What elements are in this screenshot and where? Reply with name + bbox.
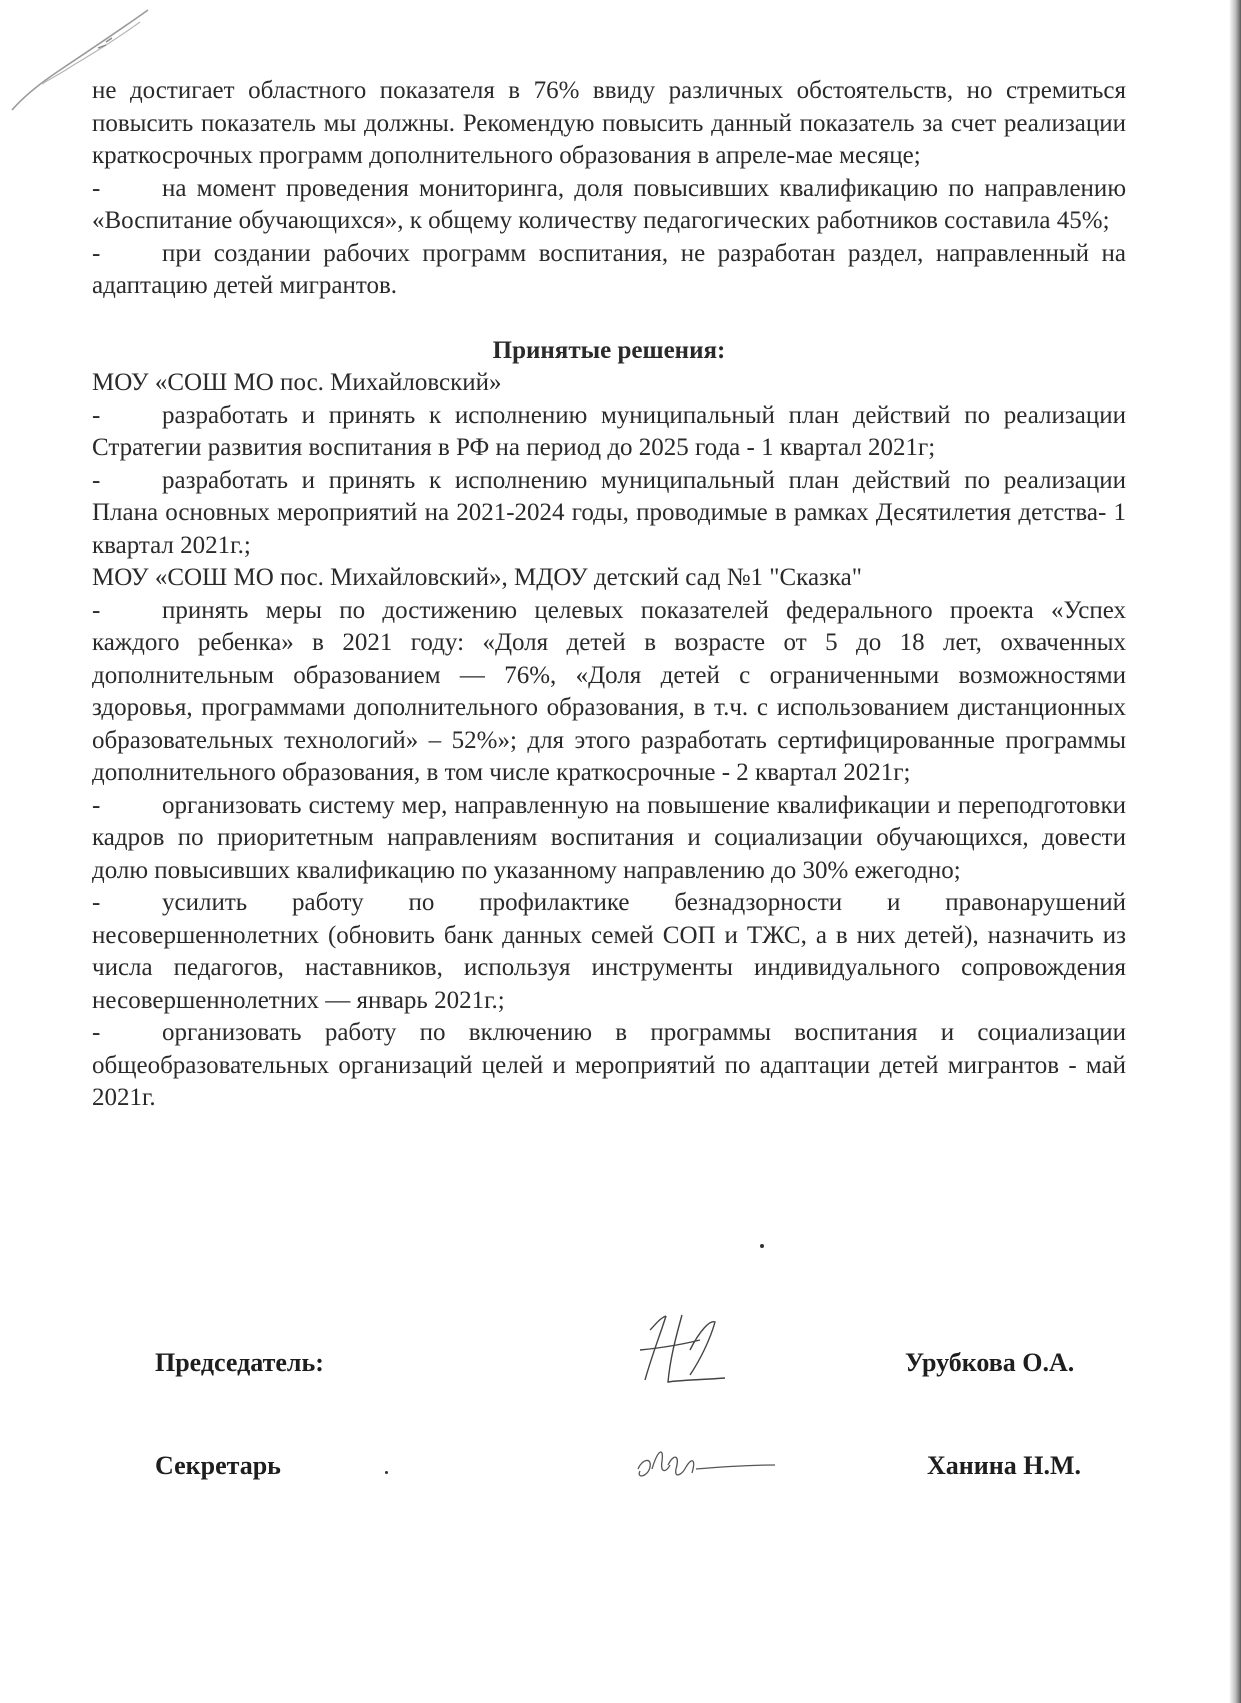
scan-speck (760, 1244, 764, 1248)
list-item: - разработать и принять к исполнению муниципальный план действий по реализации Плана основных мероприятий на 2021-2024 годы, проводимые в рамках Десятилетия детства- 1 квартал 2021г.; (92, 466, 1126, 559)
secretary-name: Ханина Н.М. (927, 1451, 1081, 1480)
chair-signature-row (0, 1340, 1241, 1400)
secretary-signature-row (0, 1447, 1241, 1507)
list-item: - на момент проведения мониторинга, доля повысивших квалификацию по направлению «Воспитание обучающихся», к общему количеству педагогических работников составила 45%; (92, 174, 1126, 234)
section-heading: Принятые решения: (492, 336, 726, 364)
list-item: - организовать работу по включению в программы воспитания и социализации общеобразовательных организаций целей и мероприятий по адаптации детей мигрантов - май 2021г. (92, 1019, 1126, 1111)
chair-label: Председатель: (155, 1348, 324, 1377)
list-item: - разработать и принять к исполнению муниципальный план действий по реализации Стратегии развития воспитания в РФ на период до 2025 года - 1 квартал 2021г; (92, 401, 1126, 461)
secretary-label: Секретарь (155, 1451, 281, 1480)
scan-speck (385, 1471, 388, 1474)
chair-name: Урубкова О.А. (905, 1348, 1075, 1377)
secretary-handwritten-signature (630, 1439, 780, 1489)
paragraph-continuation: не достигает областного показателя в 76% ввиду различных обстоятельств, но стремиться повысить показатель мы должны. Рекомендую повысить данный показатель за счет реализации краткосрочных программ дополнительного образования в апреле-мае месяце; (92, 77, 1126, 169)
chair-handwritten-signature (630, 1310, 740, 1390)
organization-line: МОУ «СОШ МО пос. Михайловский», МДОУ детский сад №1 "Сказка" (92, 564, 862, 591)
list-item: - при создании рабочих программ воспитания, не разработан раздел, направленный на адаптацию детей мигрантов. (92, 239, 1126, 299)
organization-line: МОУ «СОШ МО пос. Михайловский» (92, 369, 502, 396)
list-item: - принять меры по достижению целевых показателей федерального проекта «Успех каждого ребенка» в 2021 году: «Доля детей в возрасте от 5 до 18 лет, охваченных дополнительным образованием — 76%, «Доля детей с ограниченными возможностями здоровья, программами дополнительного образования, в т.ч. с использованием дистанционных образовательных технологий» – 52%»; для этого разработать сертифицированные программы дополнительного образования, в том числе краткосрочные - 2 квартал 2021г; (92, 596, 1126, 786)
list-item: - организовать систему мер, направленную на повышение квалификации и переподготовки кадров по приоритетным направлениям воспитания и социализации обучающихся, довести долю повысивших квалификацию по указанному направлению до 30% ежегодно; (92, 791, 1126, 884)
document-body (92, 75, 1126, 1115)
list-item: - усилить работу по профилактике безнадзорности и правонарушений несовершеннолетних (обновить банк данных семей СОП и ТЖС, а в них детей), назначить из числа педагогов, наставников, используя инструменты индивидуального сопровождения несовершеннолетних — январь 2021г.; (92, 889, 1126, 1014)
